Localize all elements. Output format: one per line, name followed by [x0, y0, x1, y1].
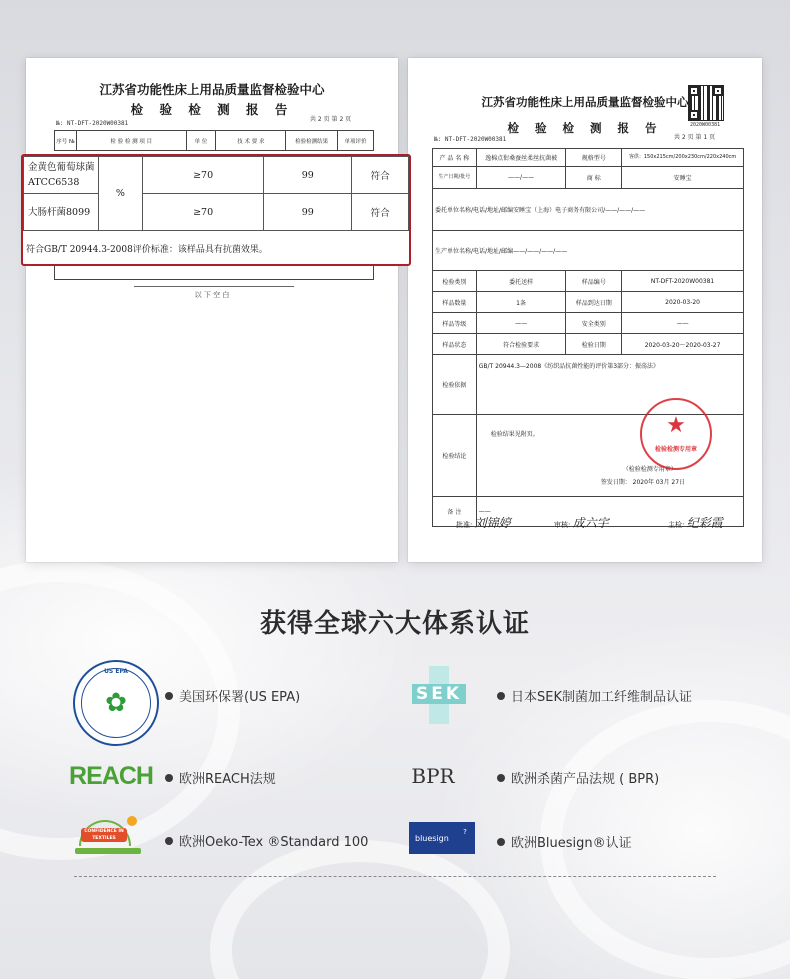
field-value: NT-DFT-2020W00381	[622, 271, 744, 292]
field-value: ——/——	[476, 167, 566, 189]
signature-label: 批准:	[456, 521, 473, 529]
requirement-cell: ≥70	[142, 194, 264, 231]
table-row	[433, 292, 744, 313]
cert-label-bpr: 欧洲杀菌产品法规 ( BPR)	[497, 768, 659, 787]
table-row	[433, 313, 744, 334]
reviewer-signature	[554, 514, 609, 531]
report-title: 检 验 检 测 报 告	[507, 121, 663, 135]
bullet-icon	[165, 837, 173, 845]
dashed-divider	[74, 876, 716, 877]
bullet-icon	[497, 774, 505, 782]
field-value: 2020-03-20	[622, 292, 744, 313]
report-number: №: NT-DFT-2020W00381	[434, 136, 507, 143]
verdict-cell: 符合	[352, 157, 409, 194]
sek-logo-icon: SEK	[412, 666, 466, 724]
table-row	[24, 194, 409, 231]
field-label: 样品数量	[433, 292, 477, 313]
field-label: 生产单位名称/电话/地址/邮编	[435, 248, 514, 255]
bullet-icon	[497, 692, 505, 700]
stamp-label: （检验检测专用章）	[622, 466, 677, 473]
field-label: 检验类别	[433, 271, 477, 292]
field-label: 检验日期	[566, 334, 622, 355]
bluesign-logo-icon: bluesign ?	[409, 822, 475, 854]
field-value: 安睡宝	[622, 167, 744, 189]
table-row	[433, 231, 744, 271]
field-value: 2020-03-20～2020-03-27	[622, 334, 744, 355]
report-title: 检 验 检 测 报 告	[130, 102, 294, 117]
table-row	[433, 149, 744, 167]
field-value: 符合检验要求	[476, 334, 566, 355]
client-row	[433, 189, 744, 231]
verdict-cell: 符合	[352, 194, 409, 231]
field-label: 备 注	[433, 497, 477, 527]
table-row	[433, 189, 744, 231]
page-indicator: 共 2 页 第 1 页	[674, 134, 716, 141]
field-value: ——	[476, 497, 743, 527]
table-row	[24, 157, 409, 194]
field-label: 样品编号	[566, 271, 622, 292]
header-cell: 检 验 检 测 项 目	[76, 131, 186, 151]
results-table-header	[54, 130, 374, 151]
field-value: ——	[476, 313, 566, 334]
cert-label-epa: 美国环保署(US EPA)	[165, 686, 300, 705]
bullet-icon	[165, 774, 173, 782]
field-label: 安全类别	[566, 313, 622, 334]
stamp-text: 检验检测专用章	[654, 446, 697, 453]
signature: 成六宇	[572, 516, 609, 530]
report-info-table	[432, 148, 744, 527]
field-value: ——	[622, 313, 744, 334]
result-cell: 99	[264, 157, 352, 194]
field-label: 生产日期/批号	[433, 167, 477, 189]
table-row	[433, 167, 744, 189]
field-value: 客供：150x215cm/200x230cm/220x240cm	[622, 149, 744, 167]
results-zoom-highlight	[21, 154, 411, 266]
oeko-tex-logo-icon: CONFIDENCE IN TEXTILES	[73, 816, 143, 860]
signature: 刘锦婷	[474, 516, 511, 530]
field-value: 检验结果见附页。	[490, 431, 539, 438]
official-stamp-icon: ★ 检验检测专用章	[640, 398, 712, 470]
field-label: 样品状态	[433, 334, 477, 355]
bullet-icon	[497, 838, 505, 846]
divider	[134, 286, 294, 287]
bullet-icon	[165, 692, 173, 700]
page-indicator: 共 2 页 第 2 页	[310, 116, 352, 123]
signature-label: 审核:	[554, 521, 571, 529]
test-item: 金黄色葡萄球菌ATCC6538	[24, 157, 99, 194]
report-org-name: 江苏省功能性床上用品质量监督检验中心	[99, 82, 325, 97]
cert-label-oeko-tex: 欧洲Oeko-Tex ®Standard 100	[165, 831, 368, 850]
field-label: 规格型号	[566, 149, 622, 167]
header-cell: 检验检测结果	[286, 131, 338, 151]
field-value: ——/——/——/——	[513, 248, 568, 255]
header-cell: 单项评价	[338, 131, 374, 151]
question-icon: ?	[463, 828, 467, 836]
background-swirl	[210, 840, 510, 979]
qr-code-number: 2020W00381	[690, 122, 721, 128]
blank-below-note: 以 下 空 白	[194, 291, 230, 299]
table-row	[433, 271, 744, 292]
header-cell: 序号 №	[55, 131, 77, 151]
approver-signature	[456, 514, 511, 531]
field-label: 样品等级	[433, 313, 477, 334]
field-label: 委托单位名称/电话/地址/邮编	[435, 207, 514, 214]
evaluation-note: 符合GB/T 20944.3-2008评价标准：该样品具有抗菌效果。	[26, 245, 268, 255]
requirement-cell: ≥70	[142, 157, 264, 194]
reach-logo-icon: REACH	[69, 761, 153, 790]
bpr-logo-icon: BPR	[411, 764, 455, 788]
report-number: №: NT-DFT-2020W00381	[56, 120, 129, 127]
field-label: 检验依据	[433, 355, 477, 415]
header-cell: 技 术 要 求	[216, 131, 286, 151]
cert-label-reach: 欧洲REACH法规	[165, 768, 276, 787]
field-value: GB/T 20944.3—2008《纺织品抗菌性能的评价第3部分：振荡法》	[476, 355, 743, 415]
field-value: 逸棉点衔桑蚕丝柔丝抗菌被	[476, 149, 566, 167]
cert-label-sek: 日本SEK制菌加工纤维制品认证	[497, 686, 692, 705]
result-cell: 99	[264, 194, 352, 231]
header-cell: 单 位	[186, 131, 216, 151]
report-org-name: 江苏省功能性床上用品质量监督检验中心	[481, 95, 689, 109]
tester-signature	[668, 514, 723, 531]
signature: 纪彩霞	[686, 516, 723, 530]
report-page-1	[408, 58, 762, 562]
certifications-title: 获得全球六大体系认证	[259, 609, 530, 639]
test-item: 大肠杆菌8099	[24, 194, 99, 231]
signature-label: 主检:	[668, 521, 685, 529]
us-epa-logo-icon: ✿ US EPA	[73, 660, 159, 746]
field-label: 商 标	[566, 167, 622, 189]
table-row	[433, 334, 744, 355]
cert-label-bluesign: 欧洲Bluesign®认证	[497, 832, 632, 851]
field-value: 1条	[476, 292, 566, 313]
field-label: 产 品 名 称	[433, 149, 477, 167]
field-label: 样品到达日期	[566, 292, 622, 313]
field-value: 安睡宝（上海）电子商务有限公司/——/——/——	[513, 207, 646, 214]
field-value: 委托送样	[476, 271, 566, 292]
manufacturer-row	[433, 231, 744, 271]
field-label: 检验结论	[433, 415, 477, 497]
sign-date: 签发日期： 2020年 03月 27日	[600, 479, 686, 486]
unit-cell: %	[98, 157, 142, 231]
report-page-2	[26, 58, 398, 562]
antibacterial-results-table	[23, 156, 409, 231]
